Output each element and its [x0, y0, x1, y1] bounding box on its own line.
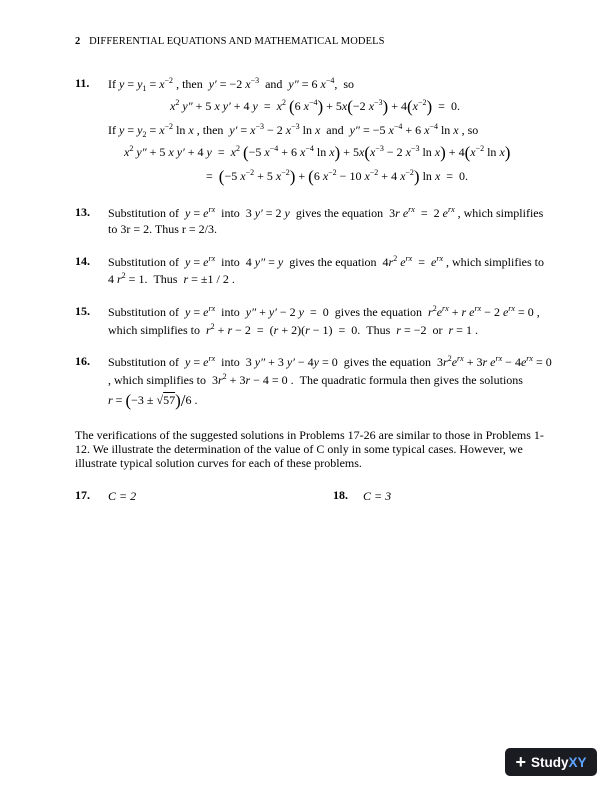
problem-15-number: 15.	[75, 304, 90, 318]
problem-13-tail: which simplifies	[463, 206, 544, 220]
problem-11-line-2: If $y = y_2 = x^{-2}$ ln x , then $y' = x^{-3} - 2$ $x^{-3}$ ln x and y″ = −5 $x^{-4} + 6$ $x^{-4}$ ln x , so	[108, 122, 479, 139]
problem-11-number: 11.	[75, 76, 90, 90]
problem-16-line-3: r = (−3 ± √57)/6 .	[108, 391, 198, 410]
problem-13-line-1: Substitution of $y = e^{rx}$ into 3 y′ = 2 y gives the equation 3r $e^{rx} = 2$ $e^{rx}$ , which simplifies	[108, 205, 544, 220]
logo-text: StudyXY	[530, 754, 587, 770]
page-header	[75, 36, 385, 47]
problem-13-number: 13.	[75, 205, 90, 219]
problem-18-number: 18.	[333, 488, 348, 502]
problem-17-number: 17.	[75, 488, 90, 502]
problem-15-line-1: Substitution of $y = e^{rx}$ into y″ + y′ − 2 y = 0 gives the equation $r^2e^{rx} + r$ $e^{rx} - 2$ $e^{rx} = 0$ ,	[108, 304, 540, 319]
page-number: 2	[75, 36, 81, 47]
problem-14-number: 14.	[75, 254, 90, 268]
page-running-title: DIFFERENTIAL EQUATIONS AND MATHEMATICAL MODELS	[89, 36, 385, 47]
problem-14-line-2: 4 $r^2 = 1$. Thus r = ±1 / 2 .	[108, 271, 235, 286]
problem-13-line-2: to 3r = 2. Thus r = 2/3.	[108, 222, 217, 236]
problem-17-answer: C = 2	[108, 489, 137, 503]
explanatory-paragraph: The verifications of the suggested solutions in Problems 17-26 are similar to those in Problems 1-12. We illustrate the determination of the value of C only in some typical cases. However, we illustrate typical solution curves for each of these problems.	[75, 428, 544, 470]
problem-16-number: 16.	[75, 354, 90, 368]
problem-11-line-1: If $y = y_1 = x^{-2}$ , then y′ = −2 $x^{-3}$ and y″ = 6 $x^{-4}$, so	[108, 76, 355, 93]
problem-16-line-1: Substitution of $y = e^{rx}$ into 3 y″ + 3 y′ − 4y = 0 gives the equation $3r^2e^{rx} + 3r$ $e^{rx} - 4e^{rx} = 0$	[108, 354, 552, 369]
problem-14-line-1: Substitution of $y = e^{rx}$ into 4 y″ = y gives the equation $4r^2$ $e^{rx} = e^{rx}$ , which simplifies to	[108, 254, 544, 269]
problem-16-line-2: , which simplifies to $3r^2 + 3r - 4 = 0$ . The quadratic formula then gives the solutions	[108, 372, 523, 387]
studyxy-logo: + StudyXY	[505, 748, 597, 776]
problem-16-tail: The quadratic formula then gives the solutions	[299, 373, 523, 387]
problem-11-equation-3: = (−5 $x^{-2} + 5$ $x^{-2}) + (6$ $x^{-2} - 10$ $x^{-2} + 4$ $x^{-2}$) ln x = 0.	[206, 167, 469, 186]
problem-11-equation-1: $x^2$ y″ + 5 x y′ + 4 $y = x^2$ (6 $x^{-4}) + 5x(-2$ $x^{-3}) + 4(x^{-2}) = 0$.	[170, 97, 460, 116]
problem-18-answer: C = 3	[363, 489, 392, 503]
problem-15-line-2: which simplifies to $r^2 + r - 2 = (r + 2)(r - 1) = 0$. Thus r = −2 or r = 1 .	[108, 322, 478, 337]
problem-11-equation-2: $x^2$ y″ + 5 x y′ + 4 $y = x^2$ (−5 $x^{-4} + 6$ $x^{-4}$ $\ln x) + 5x(x^{-3} - 2$ $x^{-3}$ $\ln x) + 4(x^{-2}$ ln x)	[124, 143, 511, 162]
